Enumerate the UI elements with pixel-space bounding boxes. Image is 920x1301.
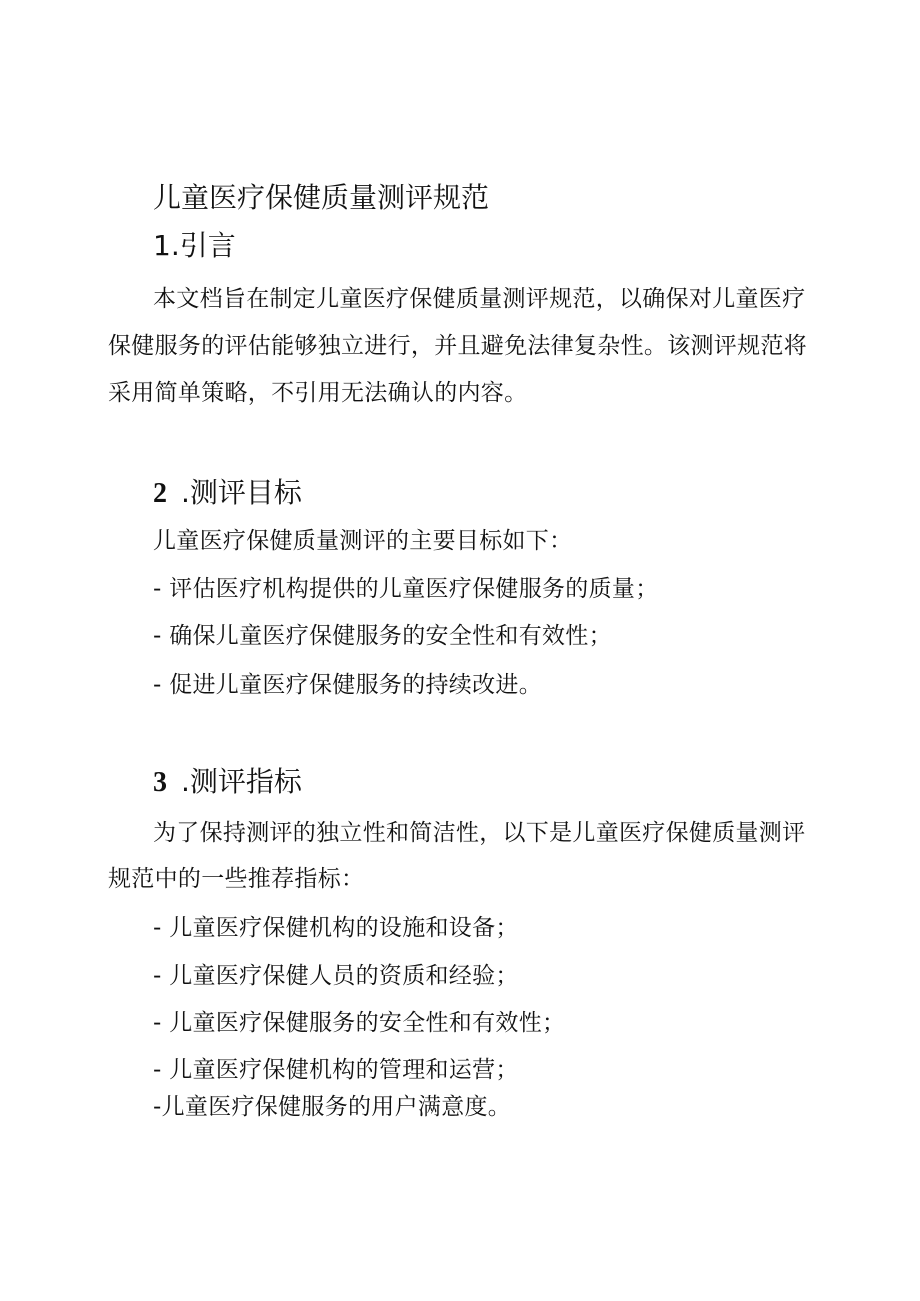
- section2-list-item: - 评估医疗机构提供的儿童医疗保健服务的质量；: [153, 576, 659, 602]
- section3-paragraph-line: 规范中的一些推荐指标：: [108, 866, 365, 892]
- section2-heading-text: .测评目标: [181, 476, 302, 509]
- section1-heading: 1.引言: [153, 229, 236, 262]
- section3-list-item: - 儿童医疗保健服务的安全性和有效性；: [153, 1010, 566, 1036]
- section3-list-item: -儿童医疗保健服务的用户满意度。: [153, 1094, 512, 1120]
- section2-list-item: - 促进儿童医疗保健服务的持续改进。: [153, 672, 543, 698]
- section1-paragraph-line: 本文档旨在制定儿童医疗保健质量测评规范，以确保对儿童医疗: [153, 286, 806, 312]
- section3-list-item: - 儿童医疗保健机构的管理和运营；: [153, 1057, 519, 1083]
- section3-list-item: - 儿童医疗保健机构的设施和设备；: [153, 915, 519, 941]
- section2-heading: [153, 475, 302, 512]
- section3-number: 3: [153, 767, 167, 798]
- section2-intro: 儿童医疗保健质量测评的主要目标如下：: [153, 528, 573, 554]
- section3-heading: [153, 764, 302, 801]
- section3-paragraph-line: 为了保持测评的独立性和简洁性，以下是儿童医疗保健质量测评: [153, 820, 806, 846]
- section3-heading-text: .测评指标: [181, 765, 302, 798]
- section1-paragraph-line: 保健服务的评估能够独立进行，并且避免法律复杂性。该测评规范将: [108, 333, 807, 359]
- document-title: 儿童医疗保健质量测评规范: [153, 181, 490, 214]
- section2-number: 2: [153, 478, 167, 509]
- section2-list-item: - 确保儿童医疗保健服务的安全性和有效性；: [153, 623, 612, 649]
- section1-paragraph-line: 采用简单策略，不引用无法确认的内容。: [108, 380, 528, 406]
- section3-list-item: - 儿童医疗保健人员的资质和经验；: [153, 963, 519, 989]
